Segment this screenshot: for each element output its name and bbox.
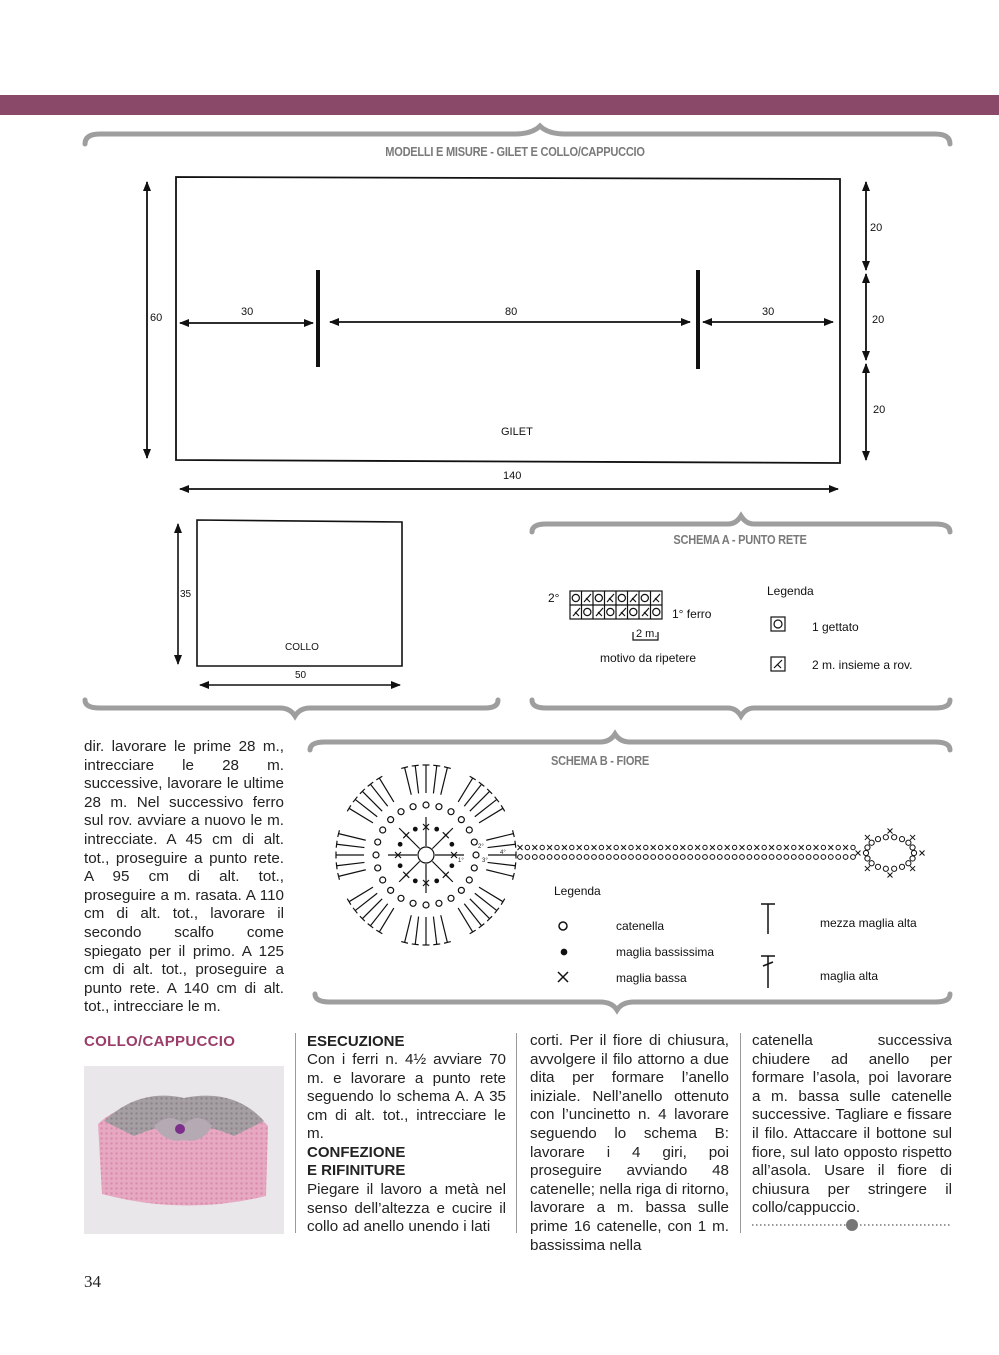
- flower-treble-stroke: [362, 899, 382, 919]
- chain-stitch: [732, 855, 737, 860]
- chain-stitch: [525, 845, 529, 849]
- flower-single-crochet: [443, 832, 449, 838]
- schema-b-legend-mezza-alta: mezza maglia alta: [820, 916, 917, 930]
- models-bottom-bracket: [85, 700, 498, 716]
- flower-single-crochet: [403, 832, 409, 838]
- loop-single-crochet: [910, 835, 915, 840]
- flower-treble-top: [336, 841, 337, 848]
- flower-single-crochet: [443, 872, 449, 878]
- loop-single-crochet: [865, 866, 870, 871]
- chain-stitch: [606, 855, 611, 860]
- flower-treble-top: [336, 862, 337, 869]
- chain-stitch: [555, 845, 559, 849]
- flower-treble-top: [376, 776, 382, 780]
- chain-stitch: [658, 845, 662, 849]
- schema-b-legend-title: Legenda: [554, 884, 601, 898]
- flower-treble-top: [470, 930, 476, 934]
- column-4-text: catenella successiva chiudere ad anello per formare l’asola, poi lavorare a m. bassa sulle catenelle successive. Tagliare e fissare il filo. Attaccare il bottone sul fiore, sul lato opposto rispetto all’asola. Usare il fiore di chiusura per stringere il collo/cappuccio.: [752, 1032, 952, 1217]
- chain-stitch: [703, 845, 707, 849]
- flower-treble-stroke: [339, 834, 366, 841]
- chain-stitch: [821, 855, 826, 860]
- chain-stitch: [791, 855, 796, 860]
- flower-chain: [375, 839, 381, 845]
- chain-single-crochet: [843, 845, 848, 850]
- flower-treble-top: [501, 805, 505, 811]
- chain-stitch: [643, 855, 648, 860]
- schema-b-legend-bassissima: maglia bassissima: [616, 945, 715, 959]
- gilet-right-dim-1: 20: [870, 222, 883, 234]
- flower-chain: [423, 902, 429, 908]
- loop-chain: [892, 866, 897, 871]
- flower-chain: [448, 895, 454, 901]
- loop-chain: [883, 866, 888, 871]
- gilet-diagram: [147, 177, 866, 489]
- chain-stitch: [688, 845, 692, 849]
- chain-stitch: [762, 855, 767, 860]
- flower-treble-stroke: [441, 768, 448, 795]
- flower-treble-top: [513, 873, 515, 880]
- loop-chain: [906, 861, 911, 866]
- chain-stitch: [629, 855, 634, 860]
- chain-stitch: [673, 855, 678, 860]
- chain-single-crochet: [577, 845, 582, 850]
- chain-stitch: [651, 855, 656, 860]
- loop-chain: [869, 840, 874, 845]
- chain-stitch: [658, 855, 663, 860]
- flower-treble-top: [515, 862, 516, 869]
- flower-treble-top: [433, 944, 440, 945]
- loop-chain: [863, 850, 868, 855]
- loop-single-crochet: [888, 873, 893, 878]
- collo-cappuccio-heading: COLLO/CAPPUCCIO: [84, 1033, 236, 1050]
- gilet-left-segment-label: 30: [241, 306, 254, 318]
- flower-treble-top: [376, 930, 382, 934]
- flower-chain: [388, 887, 394, 893]
- esecuzione-text: Con i ferri n. 4½ avviare 70 m. e lavorare a punto rete seguendo lo schema A. A 35 cm di alt. tot., intrecciare le m.: [307, 1051, 506, 1143]
- left-column-text: dir. lavorare le prime 28 m., intrecciare le 28 m. successive, lavorare le ultime 28 m. Nel successivo ferro sul rov. avviare a nuovo le m. intrecciate. A 45 cm di alt. tot., proseguire a punto rete. A 95 cm di alt. tot., proseguire a m. rasata. A 110 cm di alt. tot., lavorare il secondo scalfo come spiegato per il primo. A 125 cm di alt. tot., proseguire a punto rete. A 140 cm di alt. tot., intrecciare le m.: [84, 738, 284, 1016]
- flower-center-ring: [418, 847, 434, 863]
- schema-b-chain: [518, 845, 856, 859]
- confezione-text: Piegare il lavoro a metà nel senso dell’altezza e cucire il collo ad anello unendo i lati: [307, 1181, 506, 1236]
- flower-chain: [380, 877, 386, 883]
- schema-a-repeat-caption: motivo da ripetere: [600, 651, 697, 665]
- chain-single-crochet: [606, 845, 611, 850]
- chain-stitch: [614, 855, 619, 860]
- flower-slip-stitch: [398, 842, 402, 846]
- loop-chain: [911, 850, 916, 855]
- chain-stitch: [725, 855, 730, 860]
- flower-slip-stitch: [413, 879, 417, 883]
- schema-b-round-4: 4°: [500, 850, 506, 856]
- chain-single-crochet: [592, 845, 597, 850]
- flower-treble-top: [412, 944, 419, 945]
- chain-single-crochet: [666, 845, 671, 850]
- collo-height-label: 35: [180, 589, 192, 600]
- flower-treble-top: [338, 830, 340, 837]
- loop-single-crochet: [865, 835, 870, 840]
- chain-stitch: [688, 855, 693, 860]
- loop-single-crochet: [910, 866, 915, 871]
- flower-treble-top: [501, 899, 505, 905]
- models-section-bracket: [85, 126, 950, 144]
- flower-treble-top: [470, 776, 476, 780]
- loop-single-crochet: [856, 851, 861, 856]
- loop-chain: [869, 861, 874, 866]
- chain-stitch: [614, 845, 618, 849]
- flower-chain: [436, 804, 442, 810]
- flower-chain: [423, 802, 429, 808]
- chain-stitch: [777, 855, 782, 860]
- chain-stitch: [599, 845, 603, 849]
- chain-stitch: [717, 855, 722, 860]
- chain-stitch: [570, 845, 574, 849]
- chain-stitch: [562, 855, 567, 860]
- chain-stitch: [821, 845, 825, 849]
- chain-stitch: [532, 855, 537, 860]
- gilet-middle-segment-label: 80: [505, 306, 518, 318]
- schema-b-legend-bassa: maglia bassa: [616, 971, 687, 985]
- chain-stitch: [621, 855, 626, 860]
- schema-a-legend-title: Legenda: [767, 584, 814, 598]
- chain-stitch: [599, 855, 604, 860]
- flower-treble-top: [347, 805, 351, 811]
- flower-chain: [466, 877, 472, 883]
- schema-b-loop: [856, 829, 925, 878]
- flower-treble-stroke: [486, 870, 513, 877]
- chain-single-crochet: [636, 845, 641, 850]
- chain-stitch: [547, 855, 552, 860]
- flower-treble-stroke: [415, 917, 418, 945]
- chain-stitch: [754, 855, 759, 860]
- chain-stitch: [851, 845, 855, 849]
- flower-treble-stroke: [337, 844, 365, 847]
- flower-slip-stitch: [435, 879, 439, 883]
- collo-diagram: [178, 520, 402, 685]
- schema-b-title: SCHEMA B - FIORE: [550, 753, 650, 768]
- gilet-right-segment-label: 30: [762, 306, 775, 318]
- chain-stitch: [718, 845, 722, 849]
- loop-chain: [892, 835, 897, 840]
- chain-stitch: [584, 845, 588, 849]
- flower-treble-top: [513, 830, 515, 837]
- chain-stitch: [540, 855, 545, 860]
- schema-a-title: SCHEMA A - PUNTO RETE: [673, 532, 807, 547]
- chain-stitch: [836, 845, 840, 849]
- footer-progress-decoration: [752, 1219, 952, 1231]
- chain-single-crochet: [547, 845, 552, 850]
- chain-stitch: [747, 855, 752, 860]
- chain-stitch: [636, 855, 641, 860]
- chain-stitch: [799, 855, 804, 860]
- loop-chain: [865, 845, 870, 850]
- chain-single-crochet: [799, 845, 804, 850]
- flower-treble-top: [401, 767, 408, 769]
- flower-slip-stitch: [413, 827, 417, 831]
- flower-treble-stroke: [470, 899, 490, 919]
- chain-stitch: [569, 855, 574, 860]
- knit-collar-illustration: [84, 1066, 284, 1234]
- column-separator-1: [295, 1033, 296, 1233]
- chain-stitch: [666, 855, 671, 860]
- flower-treble-top: [401, 942, 408, 944]
- schema-a-legend-item-2: 2 m. insieme a rov.: [812, 658, 913, 672]
- schema-a-row1-label: 1° ferro: [672, 607, 712, 621]
- models-section-title: MODELLI E MISURE - GILET E COLLO/CAPPUCCIO: [385, 144, 645, 159]
- loop-chain: [910, 856, 915, 861]
- schema-a-repeat-label: 2 m.: [636, 628, 658, 640]
- chain-stitch: [740, 855, 745, 860]
- chain-stitch: [555, 855, 560, 860]
- chain-stitch: [644, 845, 648, 849]
- chain-stitch: [710, 855, 715, 860]
- column-separator-2: [516, 1033, 517, 1233]
- chain-stitch: [577, 855, 582, 860]
- schema-b-round-3: 3°: [482, 858, 488, 864]
- flower-treble-stroke: [415, 766, 418, 794]
- page-number: 34: [84, 1272, 101, 1291]
- flower-slip-stitch: [398, 864, 402, 868]
- schema-a-row2-label: 2°: [548, 591, 560, 605]
- esecuzione-heading: ESECUZIONE: [307, 1033, 405, 1050]
- flower-slip-stitch: [450, 842, 454, 846]
- chain-single-crochet: [651, 845, 656, 850]
- chain-single-crochet: [725, 845, 730, 850]
- flower-treble-top: [515, 841, 516, 848]
- chain-stitch: [777, 845, 781, 849]
- flower-treble-stroke: [362, 791, 382, 811]
- flower-spoke: [399, 861, 420, 882]
- flower-treble-top: [444, 767, 451, 769]
- chain-stitch: [680, 855, 685, 860]
- chain-stitch: [592, 855, 597, 860]
- flower-chain: [466, 827, 472, 833]
- chain-stitch: [762, 845, 766, 849]
- collo-label: COLLO: [285, 642, 319, 653]
- chain-stitch: [806, 855, 811, 860]
- chain-stitch: [518, 855, 523, 860]
- chain-stitch: [814, 855, 819, 860]
- loop-chain: [906, 840, 911, 845]
- loop-chain: [875, 837, 880, 842]
- chain-single-crochet: [532, 845, 537, 850]
- flower-treble-top: [347, 899, 351, 905]
- loop-chain: [875, 864, 880, 869]
- flower-chain: [410, 900, 416, 906]
- gilet-right-dim-2: 20: [872, 314, 885, 326]
- chain-single-crochet: [695, 845, 700, 850]
- schema-b-flower: [336, 765, 516, 945]
- chain-stitch: [747, 845, 751, 849]
- flower-chain: [473, 852, 479, 858]
- schema-b-legend-alta: maglia alta: [820, 969, 879, 983]
- flower-chain: [398, 895, 404, 901]
- flower-treble-stroke: [337, 862, 365, 865]
- chain-single-crochet: [680, 845, 685, 850]
- flower-treble-stroke: [488, 862, 516, 865]
- flower-chain: [410, 804, 416, 810]
- flower-treble-stroke: [433, 917, 436, 945]
- chain-stitch: [784, 855, 789, 860]
- chain-single-crochet: [740, 845, 745, 850]
- flower-single-crochet: [403, 872, 409, 878]
- loop-chain: [865, 856, 870, 861]
- loop-chain: [899, 864, 904, 869]
- flower-chain: [373, 852, 379, 858]
- chain-single-crochet: [754, 845, 759, 850]
- flower-chain: [458, 817, 464, 823]
- schema-b-legend-catenella: catenella: [616, 919, 665, 933]
- flower-treble-stroke: [339, 870, 366, 877]
- chain-stitch: [732, 845, 736, 849]
- flower-slip-stitch: [450, 864, 454, 868]
- chain-single-crochet: [710, 845, 715, 850]
- flower-chain: [458, 887, 464, 893]
- chain-stitch: [695, 855, 700, 860]
- flower-treble-top: [412, 765, 419, 766]
- flower-treble-stroke: [441, 915, 448, 942]
- chain-stitch: [769, 855, 774, 860]
- loop-chain: [883, 835, 888, 840]
- flower-chain: [388, 817, 394, 823]
- flower-spoke: [432, 828, 453, 849]
- flower-chain: [375, 865, 381, 871]
- loop-chain: [899, 837, 904, 842]
- chain-single-crochet: [562, 845, 567, 850]
- flower-spoke: [399, 828, 420, 849]
- flower-treble-stroke: [488, 844, 516, 847]
- flower-treble-top: [338, 873, 340, 880]
- chain-stitch: [629, 845, 633, 849]
- flower-slip-stitch: [435, 827, 439, 831]
- chain-stitch: [792, 845, 796, 849]
- chain-stitch: [540, 845, 544, 849]
- confezione-heading-line2: E RIFINITURE: [307, 1162, 406, 1179]
- chain-single-crochet: [518, 845, 523, 850]
- loop-single-crochet: [888, 829, 893, 834]
- chain-single-crochet: [814, 845, 819, 850]
- chain-stitch: [851, 855, 856, 860]
- chain-stitch: [584, 855, 589, 860]
- loop-chain: [910, 845, 915, 850]
- flower-chain: [398, 809, 404, 815]
- gilet-height-label: 60: [150, 312, 163, 324]
- flower-treble-top: [444, 942, 451, 944]
- column-3-text: corti. Per il fiore di chiusura, avvolgere il filo attorno a due dita per formare l’anello iniziale. Nell’anello ottenuto con l’uncinetto n. 4 lavorare seguendo lo schema B: lavorare i 4 giri, poi proseguire avviando 48 catenelle; nella riga di ritorno, lavorare a m. bassa sulle prime 16 catenelle, con 1 m. bassissima nella: [530, 1032, 729, 1254]
- chain-stitch: [836, 855, 841, 860]
- gilet-right-dim-3: 20: [873, 404, 886, 416]
- flower-treble-stroke: [405, 768, 412, 795]
- chain-single-crochet: [784, 845, 789, 850]
- flower-treble-stroke: [486, 834, 513, 841]
- gilet-width-label: 140: [503, 470, 522, 482]
- product-photo: [84, 1066, 284, 1234]
- flower-chain: [380, 827, 386, 833]
- schema-a-legend-item-1: 1 gettato: [812, 620, 859, 634]
- column-separator-3: [740, 1033, 741, 1233]
- schema-b-round-1: 1°: [458, 858, 464, 864]
- chain-stitch: [806, 845, 810, 849]
- flower-chain: [471, 865, 477, 871]
- chain-stitch: [525, 855, 530, 860]
- flower-chain: [471, 839, 477, 845]
- chain-stitch: [828, 855, 833, 860]
- flower-treble-stroke: [405, 915, 412, 942]
- loop-single-crochet: [920, 851, 925, 856]
- chain-single-crochet: [621, 845, 626, 850]
- confezione-heading-line1: CONFEZIONE: [307, 1144, 406, 1161]
- collo-width-label: 50: [295, 670, 307, 681]
- chain-stitch: [673, 845, 677, 849]
- schema-b-round-2: 2°: [478, 844, 484, 850]
- flower-treble-stroke: [433, 766, 436, 794]
- chain-stitch: [703, 855, 708, 860]
- chain-single-crochet: [769, 845, 774, 850]
- flower-chain: [448, 809, 454, 815]
- flower-chain: [436, 900, 442, 906]
- gilet-label: GILET: [501, 426, 533, 438]
- flower-treble-stroke: [470, 791, 490, 811]
- chain-single-crochet: [828, 845, 833, 850]
- chain-stitch: [843, 855, 848, 860]
- confezione-heading: [307, 1144, 405, 1180]
- flower-treble-top: [433, 765, 440, 766]
- flower-spoke: [432, 861, 453, 882]
